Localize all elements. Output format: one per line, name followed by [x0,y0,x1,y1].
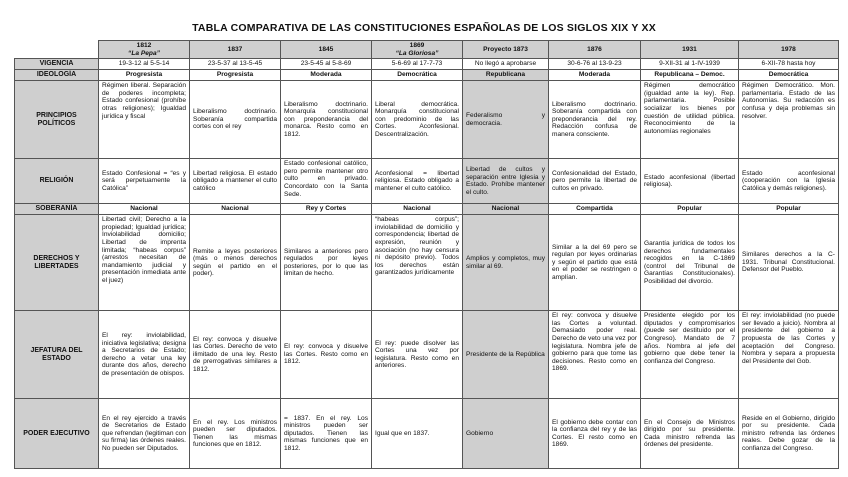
cell: En el rey ejercido a través de Secretarios de Estado que refrendan (legitiman con su firma) las órdenes reales. No pueden ser Diputados. [99,399,190,469]
cell: Estado aconfesional (libertad religiosa). [641,159,739,204]
col-header-1876: 1876 [549,41,641,59]
cell: Nacional [99,204,190,215]
page-title: TABLA COMPARATIVA DE LAS CONSTITUCIONES ESPAÑOLAS DE LOS SIGLOS XIX Y XX [192,22,656,34]
col-header-1837: 1837 [190,41,281,59]
cell: = 1837. En el rey. Los ministros pueden ser diputados. Tienen las mismas funciones que en 1812. [281,399,372,469]
cell: Libertad religiosa. El estado obligado a mantener el culto católico [190,159,281,204]
cell: Aconfesional = libertad religiosa. Estado obligado a mantener el culto católico. [372,159,463,204]
cell: Popular [641,204,739,215]
header-row [15,41,839,59]
cell: 23-5-37 al 13-5-45 [190,59,281,70]
cell: El gobierno debe contar con la confianza del rey y de las Cortes. El resto como en 1869. [549,399,641,469]
cell: Amplios y completos, muy similar al 69. [463,215,549,311]
cell: Republicana [463,70,549,81]
cell: Régimen Democrático. Mon. parlamentaria. Estado de las Autonomías. Su redacción es confusa y deja problemas sin resolver. [739,81,839,159]
cell: Democrática [372,70,463,81]
cell: El rey: inviolabilidad, iniciativa legislativa; designa a Secretarios de Estado; derecho a vetar una ley durante dos años, derecho de presentación de obispos. [99,311,190,399]
cell: Similar a la del 69 pero se regulan por leyes ordinarias y según el partido que está en el poder se restringen o amplían. [549,215,641,311]
row-label-jefatura: JEFATURA DEL ESTADO [15,311,99,399]
cell: Nacional [372,204,463,215]
cell: Liberalismo doctrinario. Soberanía compartida cortes con el rey [190,81,281,159]
col-header-1873: Proyecto 1873 [463,41,549,59]
row-label-religion: RELIGIÓN [15,159,99,204]
cell: Régimen liberal. Separación de poderes incompleta; Estado confesional (prohíbe otras religiones); Igualdad jurídica y fiscal [99,81,190,159]
row-principios [15,81,839,159]
cell: Federalismo y democracia. [463,81,549,159]
cell: Libertad de cultos y separación entre Iglesia y Estado. Prohíbe mantener el culto. [463,159,549,204]
cell: Nacional [190,204,281,215]
row-label-principios: PRINCIPIOS POLÍTICOS [15,81,99,159]
cell: “habeas corpus”; inviolabilidad de domicilio y correspondencia; libertad de expresión, reunión y asociación (no hay censura ni depósito previo). Todos los derechos están garantizados jurídicamente [372,215,463,311]
cell: El rey: convoca y disuelve las Cortes. Derecho de veto ilimitado de una ley. Resto de prerrogativas similares a 1812. [190,311,281,399]
col-header-1931: 1931 [641,41,739,59]
cell: Igual que en 1837. [372,399,463,469]
cell: Popular [739,204,839,215]
row-label-vigencia: VIGENCIA [15,59,99,70]
cell: Similares derechos a la C-1931. Tribunal Constitucional. Defensor del Pueblo. [739,215,839,311]
cell: Confesionalidad del Estado, pero permite la libertad de cultos en privado. [549,159,641,204]
cell: Moderada [549,70,641,81]
cell: Régimen democrático (igualdad ante la ley). Rep. parlamentaria. Posible socializar los bienes por cuestión de utilidad pública. Reconocimiento de la autonomías regionales [641,81,739,159]
cell: Similares a anteriores pero regulados por leyes posteriores, por lo que las limitan de hecho. [281,215,372,311]
cell: 6-XII-78 hasta hoy [739,59,839,70]
row-ideologia [15,70,839,81]
corner-cell [15,41,99,59]
cell: El rey: puede disolver las Cortes una vez por legislatura. Resto como en anteriores. [372,311,463,399]
row-jefatura [15,311,839,399]
cell: Estado Confesional = “es y será perpetuamente la Católica” [99,159,190,204]
cell: El rey: convoca y disuelve las Cortes a voluntad. Demasiado poder real. Derecho de veto una vez por legislatura. Nombra jefe de gobierno para que tome las decisiones. Resto como en 1869. [549,311,641,399]
col-header-1845: 1845 [281,41,372,59]
cell: El rey: convoca y disuelve las Cortes. Resto como en 1812. [281,311,372,399]
row-label-ideologia: IDEOLOGÍA [15,70,99,81]
cell: En el rey. Los ministros pueden ser diputados. Tienen las mismas funciones que en 1812. [190,399,281,469]
cell: Garantía jurídica de todos los derechos fundamentales recogidos en la C-1869 (control del Tribunal de Garantías Constitucionales). Posibilidad del divorcio. [641,215,739,311]
col-header-1869: 1869 “La Gloriosa” [372,41,463,59]
cell: Liberal democrática. Monarquía constitucional con predominio de las Cortes. Aconfesional. Descentralización. [372,81,463,159]
cell: Nacional [463,204,549,215]
row-ejecutivo [15,399,839,469]
cell: Liberalismo doctrinario. Soberanía compartida con preponderancia del rey. Redacción confusa de manera consciente. [549,81,641,159]
cell: Rey y Cortes [281,204,372,215]
row-label-ejecutivo: PODER EJECUTIVO [15,399,99,469]
cell: Liberalismo doctrinario. Monarquía constitucional con preponderancia del monarca. Resto como en 1812. [281,81,372,159]
cell: No llegó a aprobarse [463,59,549,70]
row-derechos [15,215,839,311]
comparison-table [14,40,839,469]
cell: Presidente de la República [463,311,549,399]
cell: 19-3-12 al 5-5-14 [99,59,190,70]
cell: Libertad civil; Derecho a la propiedad; Igualdad jurídica; Inviolabilidad domicilio; Libertad de imprenta limitada; “habeas corpus” (arrestos necesitan de mandamiento judicial y presentación inmediata ante el juez) [99,215,190,311]
cell: Progresista [99,70,190,81]
cell: Gobierno [463,399,549,469]
cell: Republicana – Democ. [641,70,739,81]
cell: Compartida [549,204,641,215]
cell: Reside en el Gobierno, dirigido por su presidente. Cada ministro refrenda las órdenes reales. Debe gozar de la confianza del Congreso. [739,399,839,469]
cell: Democrática [739,70,839,81]
cell: Estado confesional católico, pero permite mantener otro culto en privado. Concordato con la Santa Sede. [281,159,372,204]
cell: Remite a leyes posteriores (más o menos derechos según el partido en el poder). [190,215,281,311]
cell: 23-5-45 al 5-8-69 [281,59,372,70]
row-vigencia [15,59,839,70]
col-header-1978: 1978 [739,41,839,59]
cell: Estado aconfesional (cooperación con la Iglesia Católica y demás religiones). [739,159,839,204]
cell: Moderada [281,70,372,81]
row-religion [15,159,839,204]
row-label-soberania: SOBERANÍA [15,204,99,215]
cell: 9-XII-31 al 1-IV-1939 [641,59,739,70]
cell: 30-6-76 al 13-9-23 [549,59,641,70]
row-soberania [15,204,839,215]
cell: El rey: inviolabilidad (no puede ser llevado a juicio). Nombra al presidente del gobierno a propuesta de las Cortes y aceptación del Congreso. Nombra y separa a propuesta del Presidente del Gob. [739,311,839,399]
row-label-derechos: DERECHOS Y LIBERTADES [15,215,99,311]
cell: Presidente elegido por los diputados y compromisarios (puede ser destituido por el Congreso). Mandato de 7 años. Nombra al jefe del gobierno que debe tener la confianza del Congreso. [641,311,739,399]
cell: Progresista [190,70,281,81]
cell: 5-6-69 al 17-7-73 [372,59,463,70]
col-header-1812: 1812 “La Pepa” [99,41,190,59]
cell: En el Consejo de Ministros dirigido por su presidente. Cada ministro refrenda las órdenes del presidente. [641,399,739,469]
